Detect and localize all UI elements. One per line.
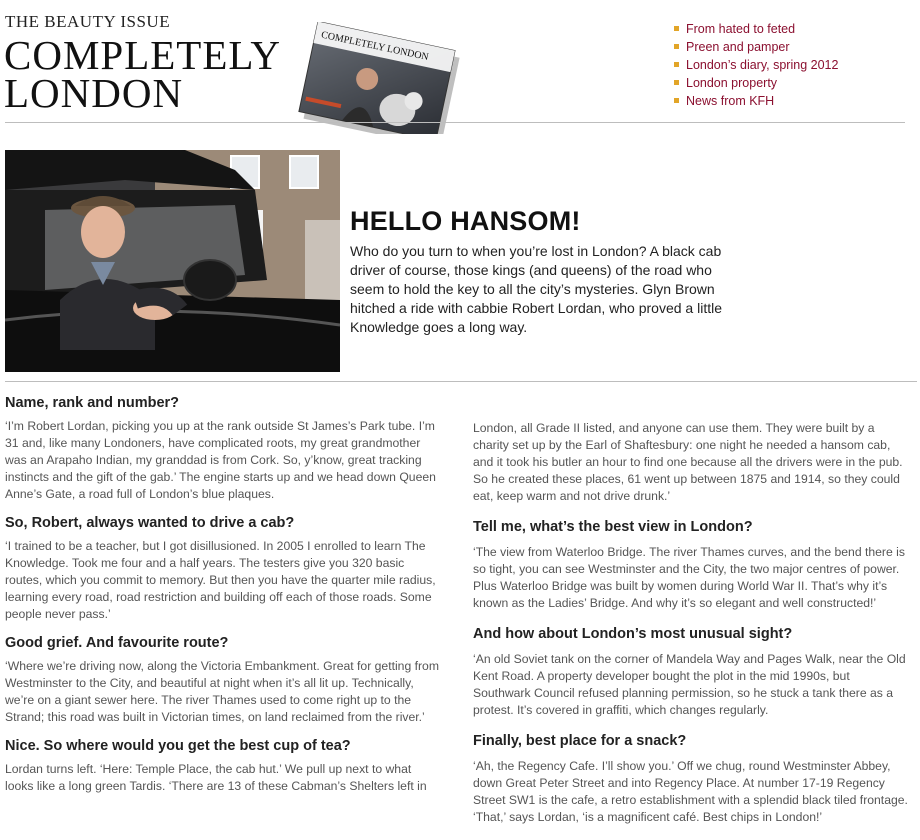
nav-link-londons-diary[interactable]: London’s diary, spring 2012 (686, 58, 839, 72)
interview-answer: Lordan turns left. ‘Here: Temple Place, the cab hut.’ We pull up next to what looks like a long green Tardis. ‘There are 13 of these Cabman’s Shelters left in (5, 762, 427, 793)
bullet-icon (674, 62, 679, 67)
bullet-icon (674, 80, 679, 85)
interview-question: So, Robert, always wanted to drive a cab? (5, 515, 295, 531)
masthead-title-line1: COMPLETELY (4, 32, 281, 78)
interview-question: Nice. So where would you get the best cup of tea? (5, 738, 351, 754)
nav-item (674, 74, 838, 92)
interview-answer: ‘Ah, the Regency Cafe. I’ll show you.’ Off we chug, round Westminster Abbey, down Great Peter Street and into Regency Place. At number 17-19 Regency Street SW1 is the cafe, a retro establishment with a splendid black tiled frontage. ‘That,’ says Lordan, ‘is a magnificent café. Best chips in London!’ (473, 759, 908, 824)
article-column-right (473, 420, 908, 840)
interview-answer: ‘Where we’re driving now, along the Victoria Embankment. Great for getting from Westminster to the City, and beautiful at night when it’s all lit up. Technically, we’re on a giant sewer here. The river Thames used to come right up to the Strand; this road was built in Victorian times, on land reclaimed from the river.’ (5, 659, 439, 724)
header-divider (5, 122, 905, 123)
interview-answer: ‘I trained to be a teacher, but I got disillusioned. In 2005 I enrolled to learn The Knowledge. Took me four and a half years. The testers give you 320 basic routes, which you commit to memory. But then you have the quarter mile radius, learning every road, road restriction and building off each of those roads. Some people never pass.’ (5, 539, 436, 621)
interview-answer: ‘I’m Robert Lordan, picking you up at the rank outside St James’s Park tube. I’m 31 and, like many Londoners, have complicated roots, my great grandmother was an Arapaho Indian, my granddad is from Cork. So, y’know, great tracking instincts and the gift of the gab.’ The engine starts up and we head down Queen Anne’s Gate, a road full of London’s blue plaques. (5, 419, 436, 501)
cab-driver-photo (5, 150, 340, 372)
masthead-kicker: THE BEAUTY ISSUE (5, 12, 171, 31)
magazine-cover-graphic (292, 22, 462, 134)
interview-answer-continued: London, all Grade II listed, and anyone can use them. They were built by a charity set up by the Earl of Shaftesbury: one night he needed a hansom cab, and it took his butler an hour to find one because all the drivers were in the pub. So he created these places, 61 went up between 1875 and 1914, so they could eat, keep warm and not drive drunk.’ (473, 421, 903, 503)
article-intro: Who do you turn to when you’re lost in London? A black cab driver of course, those kings (and queens) of the road who seem to hold the key to all the city’s mysteries. Glyn Brown hitched a ride with cabbie Robert Lordan, who proved a little Knowledge goes a long way. (350, 243, 722, 335)
nav-item (674, 20, 838, 38)
bullet-icon (674, 98, 679, 103)
nav-link-from-hated-to-feted[interactable]: From hated to feted (686, 22, 796, 36)
nav-link-preen-and-pamper[interactable]: Preen and pamper (686, 40, 790, 54)
article-divider (5, 381, 917, 382)
bullet-icon (674, 44, 679, 49)
magazine-cover-title: COMPLETELY LONDON (320, 29, 430, 64)
nav-item (674, 92, 838, 110)
cab-driver-illustration (5, 150, 340, 372)
article-column-left (5, 395, 440, 807)
interview-answer: ‘The view from Waterloo Bridge. The river Thames curves, and the bend there is so tight, you can see Westminster and the City, the two major centres of power. Plus Waterloo Bridge was built by women during World War II. That’s why it’s known as the Ladies’ Bridge. And why it’s so elegant and well constructed!’ (473, 545, 905, 610)
interview-question: Finally, best place for a snack? (473, 733, 687, 749)
article-title: HELLO HANSOM! (350, 206, 581, 236)
nav-link-london-property[interactable]: London property (686, 76, 778, 90)
interview-question: And how about London’s most unusual sight? (473, 626, 793, 642)
magazine-cover-image[interactable] (292, 22, 462, 134)
issue-contents-nav (674, 20, 838, 110)
interview-question: Good grief. And favourite route? (5, 635, 229, 651)
nav-item (674, 38, 838, 56)
interview-answer: ‘An old Soviet tank on the corner of Mandela Way and Pages Walk, near the Old Kent Road. A property developer bought the plot in the mid 1990s, but Southwark Council refused planning permission, so he stuck a tank there as a protest. It’s covered in graffiti, which changes regularly. (473, 652, 906, 717)
masthead-title-line2: LONDON (4, 70, 184, 116)
nav-item (674, 56, 838, 74)
interview-question: Name, rank and number? (5, 395, 180, 411)
masthead-title (4, 32, 281, 116)
bullet-icon (674, 26, 679, 31)
interview-question: Tell me, what’s the best view in London? (473, 519, 753, 535)
nav-link-news-from-kfh[interactable]: News from KFH (686, 94, 775, 108)
